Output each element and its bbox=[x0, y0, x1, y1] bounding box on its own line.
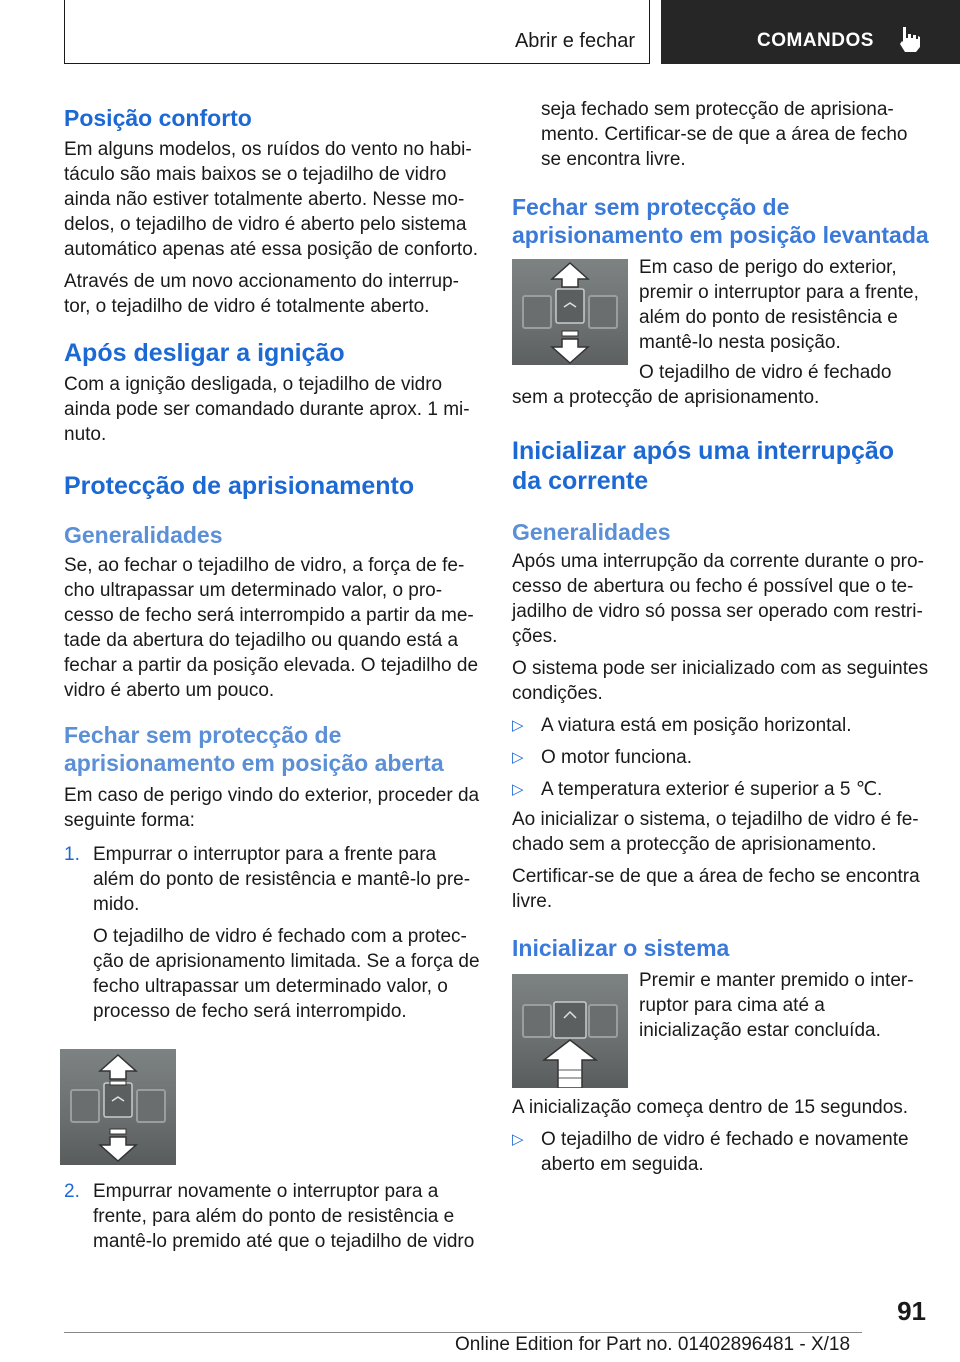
heading-fechar-aberta: Fechar sem protecção de aprisionamento em posição aberta bbox=[64, 722, 444, 776]
section-title[interactable]: Abrir e fechar bbox=[514, 30, 635, 52]
condition-text: A viatura está em posição horizontal. bbox=[541, 715, 852, 736]
paragraph-levantada-2a: O tejadilho de vidro é fechado bbox=[639, 362, 892, 383]
levantada-block bbox=[512, 255, 930, 381]
step-number: 2. bbox=[64, 1181, 80, 1202]
paragraph-conforto-2: Através de um novo accionamento do interrup-tor, o tejadilho de vidro é totalmente aberto. bbox=[64, 271, 459, 317]
condition-text: A temperatura exterior é superior a 5 ℃. bbox=[541, 779, 883, 800]
header-divider-bottom bbox=[64, 63, 650, 64]
heading-generalidades-right: Generalidades bbox=[512, 519, 671, 545]
push-arrows-icon bbox=[512, 259, 628, 365]
roof-switch-forward-figure bbox=[512, 259, 628, 365]
paragraph-gen-4: Certificar-se de que a área de fecho se encontra livre. bbox=[512, 866, 920, 912]
page-number: 91 bbox=[897, 1296, 926, 1326]
condition-item bbox=[512, 745, 930, 770]
paragraph-generalidades: Se, ao fechar o tejadilho de vidro, a força de fe-cho ultrapassar um determinado valor, o pro-cesso de fecho será interrompido a partir da me-tade da abertura do tejadilho ou quando está a fechar a partir da posição elevada. O tejadilho de vidro é aberto um pouco. bbox=[64, 555, 479, 701]
paragraph-levantada-2b: sem a protecção de aprisionamento. bbox=[512, 387, 820, 408]
triangle-bullet-icon: ▷ bbox=[512, 781, 524, 798]
paragraph-levantada-1: Em caso de perigo do exterior, premir o interruptor para a frente, além do ponto de resistência e mantê-lo nesta posição. bbox=[639, 257, 919, 353]
triangle-bullet-icon: ▷ bbox=[512, 749, 524, 766]
step-subtext: O tejadilho de vidro é fechado com a protec-ção de aprisionamento limitada. Se a força de fecho ultrapassar um determinado valor, o processo de fecho será interrompido. bbox=[93, 926, 480, 1022]
step-item bbox=[64, 1179, 480, 1254]
result-text: O tejadilho de vidro é fechado e novamente aberto em seguida. bbox=[541, 1129, 909, 1175]
heading-fechar-levantada: Fechar sem protecção de aprisionamento em posição levantada bbox=[512, 194, 929, 248]
roof-switch-forward-figure bbox=[60, 1049, 176, 1165]
heading-proteccao: Protecção de aprisionamento bbox=[64, 472, 415, 500]
triangle-bullet-icon: ▷ bbox=[512, 717, 524, 734]
triangle-bullet-icon: ▷ bbox=[512, 1131, 524, 1148]
header-divider-right bbox=[649, 0, 650, 64]
paragraph-gen-1: Após uma interrupção da corrente durante o pro-cesso de abertura ou fecho é possível que o te-jadilho de vidro só possa ser operado com restri-ções. bbox=[512, 551, 924, 647]
paragraph-gen-2: O sistema pode ser inicializado com as seguintes condições. bbox=[512, 658, 929, 704]
paragraph-sistema: Premir e manter premido o inter-ruptor para cima até a inicialização estar concluída. bbox=[639, 970, 914, 1041]
pointing-hand-icon bbox=[897, 25, 921, 53]
heading-inicializar: Inicializar após uma interrupção da corrente bbox=[512, 437, 895, 495]
step-number: 1. bbox=[64, 844, 80, 865]
paragraph-segundos: A inicialização começa dentro de 15 segundos. bbox=[512, 1097, 909, 1118]
left-column bbox=[64, 100, 480, 1254]
header-divider-left bbox=[64, 0, 65, 64]
heading-apos-desligar: Após desligar a ignição bbox=[64, 339, 345, 367]
paragraph-conforto-1: Em alguns modelos, os ruídos do vento no habi-táculo são mais baixos se o tejadilho de vidro ainda não estiver totalmente aberto. Nesse mo-delos, o tejadilho de vidro é aberto pelo sistema automático apenas até essa posição de conforto. bbox=[64, 139, 479, 260]
step-text: Empurrar novamente o interruptor para a frente, para além do ponto de resistência e mantê-lo premido até que o tejadilho de vidro bbox=[93, 1181, 475, 1252]
heading-inicializar-sistema: Inicializar o sistema bbox=[512, 935, 730, 961]
edition-text: Online Edition for Part no. 01402896481 - X/18 bbox=[455, 1334, 851, 1355]
chapter-tab-label: COMANDOS bbox=[757, 30, 874, 51]
push-arrows-icon bbox=[60, 1049, 176, 1165]
roof-switch-up-figure bbox=[512, 974, 628, 1088]
chapter-tab[interactable] bbox=[661, 0, 960, 64]
step-text: Empurrar o interruptor para a frente para além do ponto de resistência e mantê-lo pre-mido. bbox=[93, 844, 471, 915]
heading-posicao-conforto: Posição conforto bbox=[64, 105, 252, 131]
condition-item bbox=[512, 713, 930, 738]
condition-text: O motor funciona. bbox=[541, 747, 693, 768]
press-up-arrow-icon bbox=[512, 974, 628, 1088]
paragraph-fechar-aberta: Em caso de perigo vindo do exterior, proceder da seguinte forma: bbox=[64, 785, 480, 831]
paragraph-gen-3: Ao inicializar o sistema, o tejadilho de vidro é fe-chado sem a protecção de aprisionamento. bbox=[512, 809, 919, 855]
step-item bbox=[64, 842, 480, 1024]
heading-generalidades: Generalidades bbox=[64, 522, 223, 548]
condition-item bbox=[512, 777, 930, 802]
paragraph-continuation: seja fechado sem protecção de aprisiona-mento. Certificar-se de que a área de fecho se encontra livre. bbox=[541, 99, 908, 170]
paragraph-desligar: Com a ignição desligada, o tejadilho de vidro ainda pode ser comandado durante aprox. 1 mi-nuto. bbox=[64, 374, 470, 445]
right-column bbox=[512, 97, 930, 1177]
sistema-block bbox=[512, 968, 930, 1094]
footer-divider bbox=[64, 1332, 862, 1333]
result-item bbox=[512, 1127, 930, 1177]
